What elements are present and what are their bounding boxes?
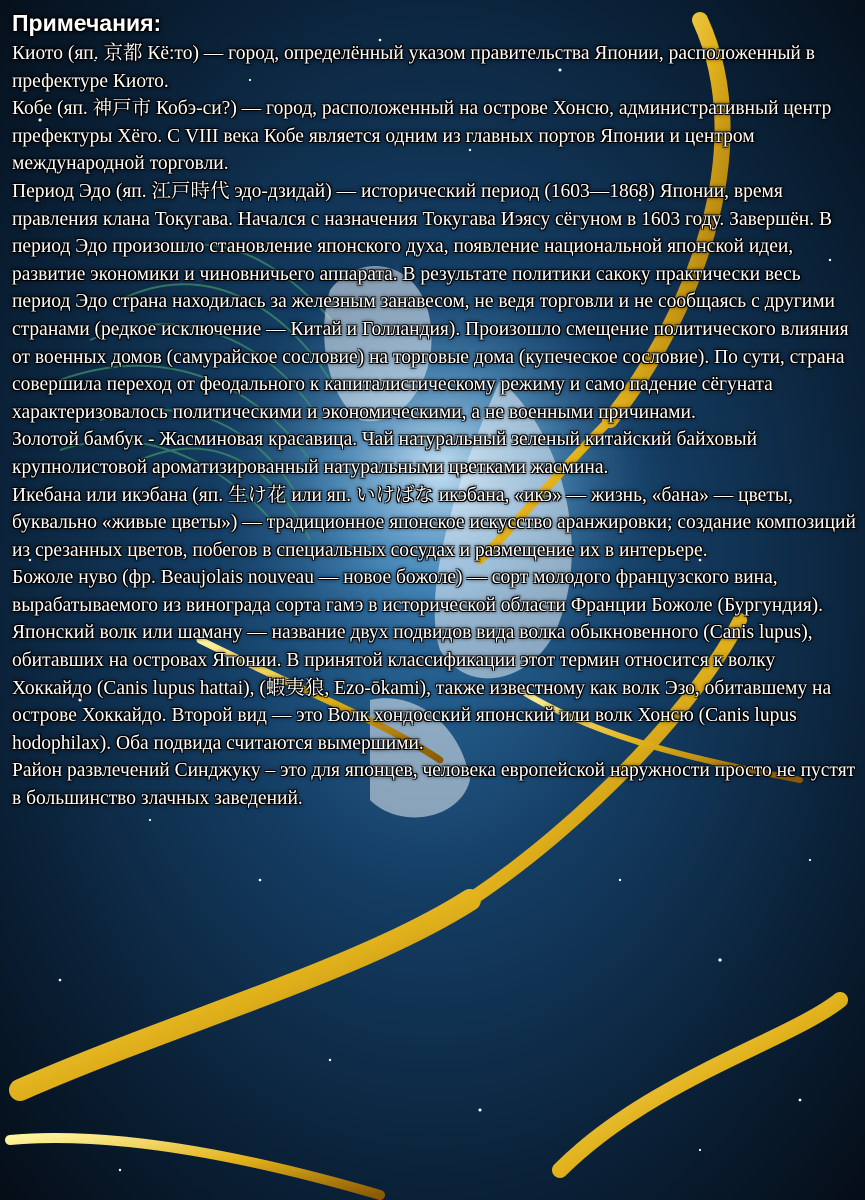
note-shinjuku: Район развлечений Синджуку – это для японцев, человека европейской наружности просто не пустят в большинство злачных заведений. [12, 760, 856, 810]
note-kyoto: Киото (яп. 京都 Кё:то) — город, определённый указом правительства Японии, расположенный в префектуре Киото. [12, 43, 815, 92]
note-japanese-wolf: Японский волк или шаману — название двух подвидов вида волка обыкновенного (Canis lupus), обитавших на островах Японии. В принятой классификации этот термин относится к волку Хоккайдо (Canis lupus hattai), (蝦夷狼, Ezo-ōkami), также известному как волк Эзо, обитавшему на острове Хоккайдо. Второй вид — это Волк хондосский японский или волк Хонсю (Canis lupus hodophilax). Оба подвида считаются вымершими. [12, 622, 832, 754]
note-beaujolais: Божоле нуво (фр. Beaujolais nouveau — новое божоле) — сорт молодого французского вина, вырабатываемого из винограда сорта гамэ в исторической области Франции Божоле (Бургундия). [12, 567, 824, 616]
note-edo-period: Период Эдо (яп. 江戸時代 эдо-дзидай) — исторический период (1603—1868) Японии, время правления клана Токугава. Начался с назначения Токугава Иэясу сёгуном в 1603 году. Завершён. В период Эдо произошло становление японского духа, появление национальной японской идеи, развитие экономики и чиновничьего аппарата. В результате политики сакоку практически весь период Эдо страна находилась за железным занавесом, не ведя торговли и не сообщаясь с другими странами (редкое исключение — Китай и Голландия). Произошло смещение политического влияния от военных домов (самурайское сословие) на торговые дома (купеческое сословие). По сути, страна совершила переход от феодального к капиталистическому режиму и само падение сёгуната характеризовалось политическими и экономическими, а не военными причинами. [12, 180, 849, 423]
note-golden-bamboo: Золотой бамбук - Жасминовая красавица. Чай натуральный зеленый китайский байховый крупнолистовой ароматизированный натуральными цветками жасмина. [12, 429, 758, 478]
notes-title: Примечания: [12, 10, 162, 36]
note-kobe: Кобе (яп. 神戸市 Кобэ-си?) — город, расположенный на острове Хонсю, административный центр префектуры Хёго. С VIII века Кобе является одним из главных портов Японии и центром международной торговли. [12, 98, 832, 175]
notes-panel [12, 8, 857, 813]
note-ikebana: Икебана или икэбана (яп. 生け花 или яп. いけばな икэбана, «икэ» — жизнь, «бана» — цветы, буквально «живые цветы») — традиционное японское искусство аранжировки; создание композиций из срезанных цветов, побегов в специальных сосудах и размещение их в интерьере. [12, 484, 856, 561]
